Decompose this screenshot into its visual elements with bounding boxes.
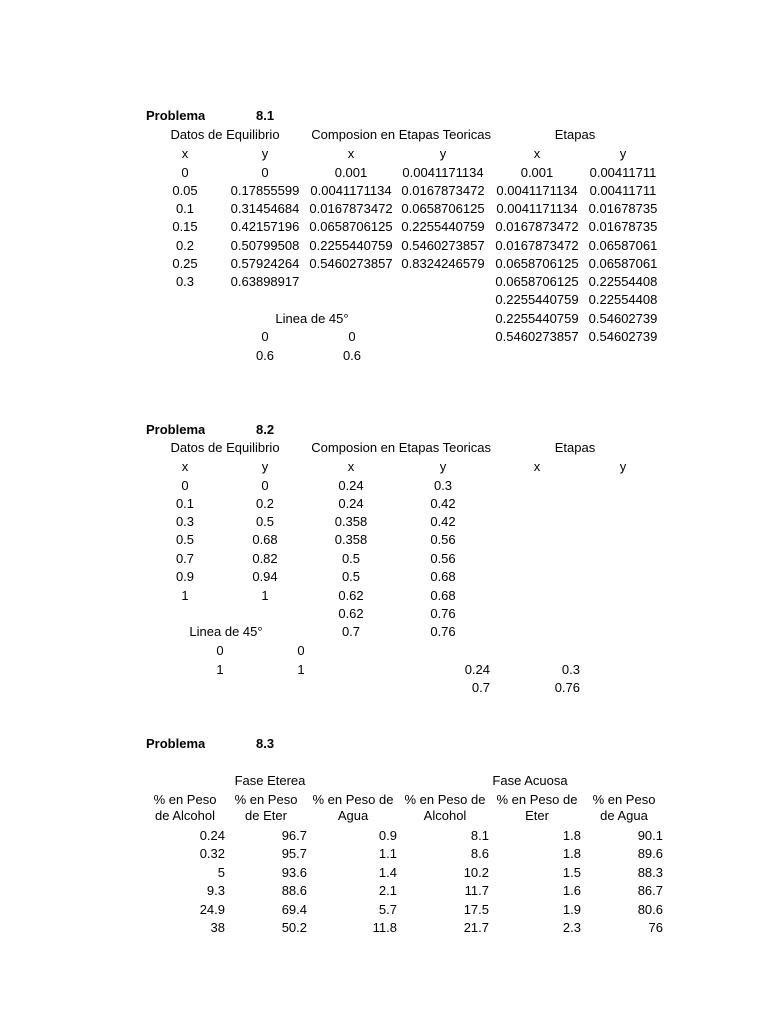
table-cell: 24.9: [199, 902, 225, 917]
comp-x-cell: 0.001: [334, 165, 368, 180]
col-header: Agua: [337, 808, 369, 823]
col-header: % en Peso: [592, 792, 656, 807]
col-header: % en Peso: [234, 792, 298, 807]
table-cell: 96.7: [281, 828, 307, 843]
comp-y-cell: 0.2255440759: [401, 219, 485, 234]
stage-y-cell: 0.00411711: [589, 183, 657, 198]
eq-y-cell: 0.17855599: [230, 183, 300, 198]
line-45-y-cell: 0.6: [342, 348, 362, 363]
comp-y-cell: 0.0041171134: [402, 165, 484, 180]
table-cell: 2.1: [378, 883, 397, 898]
line-45-x-cell: 1: [216, 662, 224, 677]
col-y-label: y: [261, 459, 269, 474]
comp-x-cell: 0.7: [341, 624, 361, 639]
col-header: Eter: [525, 808, 549, 823]
stage-y-cell: 0.06587061: [588, 256, 658, 271]
extra-x-cell: 0.24: [464, 662, 490, 677]
col-header: % en Peso de: [312, 792, 394, 807]
table-cell: 21.7: [463, 920, 489, 935]
stage-x-cell: 0.0658706125: [495, 256, 579, 271]
eq-y-cell: 0.68: [252, 532, 278, 547]
eq-y-cell: 0: [261, 478, 269, 493]
col-header: de Alcohol: [155, 808, 215, 823]
stage-x-cell: 0.0658706125: [495, 274, 579, 289]
eq-y-cell: 0.42157196: [230, 219, 300, 234]
col-x-label: x: [181, 146, 189, 161]
line-45-x-cell: 0: [216, 643, 224, 658]
extra-y-cell: 0.76: [554, 680, 580, 695]
col-header: % en Peso: [153, 792, 217, 807]
comp-y-cell: 0.42: [430, 514, 456, 529]
table-cell: 86.7: [637, 883, 663, 898]
comp-x-cell: 0.62: [338, 606, 364, 621]
eq-x-cell: 0.15: [172, 219, 198, 234]
col-x-label: x: [181, 459, 189, 474]
comp-x-cell: 0.0167873472: [309, 201, 393, 216]
stage-y-cell: 0.22554408: [588, 274, 658, 289]
comp-y-cell: 0.5460273857: [401, 238, 485, 253]
col-header: de Eter: [245, 808, 287, 823]
stages-header: Etapas: [554, 127, 596, 142]
line-45-x-cell: 0: [261, 329, 269, 344]
comp-x-cell: 0.62: [338, 588, 364, 603]
eq-x-cell: 0.7: [175, 551, 195, 566]
table-cell: 88.6: [281, 883, 307, 898]
extra-y-cell: 0.3: [561, 662, 580, 677]
table-cell: 38: [210, 920, 225, 935]
problem-label: Problema: [146, 736, 206, 751]
stage-x-cell: 0.001: [520, 165, 554, 180]
stages-header: Etapas: [554, 440, 596, 455]
comp-y-cell: 0.0167873472: [401, 183, 485, 198]
comp-x-cell: 0.0041171134: [310, 183, 392, 198]
col-header: de Agua: [600, 808, 648, 823]
table-cell: 93.6: [281, 865, 307, 880]
problem-number: 8.2: [256, 422, 275, 437]
comp-x-cell: 0.358: [334, 532, 368, 547]
col-x-label: x: [347, 459, 355, 474]
stage-y-cell: 0.22554408: [588, 292, 658, 307]
table-cell: 90.1: [637, 828, 663, 843]
line-45-y-cell: 0: [297, 643, 305, 658]
col-y-label: y: [619, 146, 627, 161]
line-45-y-cell: 0: [348, 329, 356, 344]
table-cell: 8.1: [470, 828, 489, 843]
eq-y-cell: 0.63898917: [230, 274, 300, 289]
eq-x-cell: 0.5: [175, 532, 195, 547]
table-cell: 11.7: [464, 883, 489, 898]
stage-y-cell: 0.06587061: [588, 238, 658, 253]
col-header: % en Peso de: [404, 792, 486, 807]
table-cell: 5: [217, 865, 225, 880]
stage-x-cell: 0.2255440759: [495, 311, 579, 326]
stage-x-cell: 0.5460273857: [495, 329, 579, 344]
problem-number: 8.3: [256, 736, 275, 751]
col-y-label: y: [439, 146, 447, 161]
line-45-label: Linea de 45°: [189, 624, 263, 639]
aqueous-phase-header: Fase Acuosa: [492, 773, 568, 788]
table-cell: 1.5: [562, 865, 581, 880]
stage-x-cell: 0.0041171134: [496, 183, 578, 198]
eq-x-cell: 0.2: [175, 238, 195, 253]
comp-x-cell: 0.24: [338, 478, 364, 493]
ether-phase-header: Fase Eterea: [234, 773, 306, 788]
table-cell: 0.32: [199, 846, 225, 861]
comp-x-cell: 0.5: [341, 569, 361, 584]
problem-label: Problema: [146, 422, 206, 437]
table-cell: 88.3: [637, 865, 663, 880]
problem-label: Problema: [146, 108, 206, 123]
comp-x-cell: 0.0658706125: [309, 219, 393, 234]
comp-x-cell: 0.5: [341, 551, 361, 566]
extra-x-cell: 0.7: [471, 680, 490, 695]
comp-y-cell: 0.76: [430, 624, 456, 639]
table-cell: 10.2: [463, 865, 489, 880]
eq-y-cell: 0.82: [252, 551, 278, 566]
table-cell: 1.4: [378, 865, 397, 880]
col-header: Alcohol: [423, 808, 467, 823]
col-x-label: x: [347, 146, 355, 161]
problem-number: 8.1: [256, 108, 275, 123]
table-cell: 9.3: [206, 883, 225, 898]
eq-x-cell: 0.1: [175, 201, 195, 216]
comp-x-cell: 0.24: [338, 496, 364, 511]
comp-y-cell: 0.68: [430, 569, 456, 584]
comp-y-cell: 0.0658706125: [401, 201, 485, 216]
comp-y-cell: 0.42: [430, 496, 456, 511]
equilibrium-header: Datos de Equilibrio: [170, 440, 280, 455]
table-cell: 17.5: [463, 902, 489, 917]
table-cell: 0.24: [199, 828, 225, 843]
equilibrium-header: Datos de Equilibrio: [170, 127, 280, 142]
eq-y-cell: 0.5: [255, 514, 275, 529]
table-cell: 76: [648, 920, 663, 935]
eq-y-cell: 0.94: [252, 569, 278, 584]
table-cell: 95.7: [281, 846, 307, 861]
col-y-label: y: [439, 459, 447, 474]
table-cell: 5.7: [378, 902, 397, 917]
col-y-label: y: [261, 146, 269, 161]
table-cell: 1.8: [562, 846, 581, 861]
eq-x-cell: 1: [181, 588, 189, 603]
stage-y-cell: 0.01678735: [588, 201, 658, 216]
eq-y-cell: 0: [261, 165, 269, 180]
eq-x-cell: 0.3: [175, 514, 195, 529]
line-45-label: Linea de 45°: [275, 311, 349, 326]
table-cell: 8.6: [470, 846, 489, 861]
eq-x-cell: 0: [181, 478, 189, 493]
stage-x-cell: 0.0167873472: [495, 219, 579, 234]
table-cell: 80.6: [637, 902, 663, 917]
eq-x-cell: 0.05: [172, 183, 198, 198]
line-45-x-cell: 0.6: [255, 348, 275, 363]
comp-x-cell: 0.2255440759: [309, 238, 393, 253]
composition-header: Composion en Etapas Teoricas: [311, 440, 491, 455]
comp-y-cell: 0.56: [430, 551, 456, 566]
eq-x-cell: 0.25: [172, 256, 198, 271]
table-cell: 69.4: [281, 902, 307, 917]
table-cell: 2.3: [562, 920, 581, 935]
table-cell: 0.9: [378, 828, 397, 843]
line-45-y-cell: 1: [297, 662, 305, 677]
stage-y-cell: 0.54602739: [588, 329, 658, 344]
comp-y-cell: 0.56: [430, 532, 456, 547]
eq-y-cell: 0.2: [255, 496, 275, 511]
comp-y-cell: 0.8324246579: [401, 256, 485, 271]
eq-x-cell: 0.1: [175, 496, 195, 511]
stage-x-cell: 0.0041171134: [496, 201, 578, 216]
col-x-label: x: [533, 459, 541, 474]
table-cell: 11.8: [372, 920, 397, 935]
col-y-label: y: [619, 459, 627, 474]
eq-y-cell: 1: [261, 588, 269, 603]
eq-x-cell: 0.9: [175, 569, 195, 584]
eq-y-cell: 0.57924264: [230, 256, 300, 271]
stage-x-cell: 0.2255440759: [495, 292, 579, 307]
table-cell: 1.8: [562, 828, 581, 843]
eq-y-cell: 0.50799508: [230, 238, 300, 253]
stage-y-cell: 0.01678735: [588, 219, 658, 234]
table-cell: 1.6: [562, 883, 581, 898]
table-cell: 1.1: [378, 846, 397, 861]
eq-x-cell: 0: [181, 165, 189, 180]
table-cell: 89.6: [637, 846, 663, 861]
composition-header: Composion en Etapas Teoricas: [311, 127, 491, 142]
comp-y-cell: 0.76: [430, 606, 456, 621]
col-header: % en Peso de: [496, 792, 578, 807]
stage-y-cell: 0.00411711: [589, 165, 657, 180]
table-cell: 1.9: [562, 902, 581, 917]
comp-y-cell: 0.3: [433, 478, 453, 493]
col-x-label: x: [533, 146, 541, 161]
comp-x-cell: 0.358: [334, 514, 368, 529]
comp-y-cell: 0.68: [430, 588, 456, 603]
stage-x-cell: 0.0167873472: [495, 238, 579, 253]
eq-x-cell: 0.3: [175, 274, 195, 289]
stage-y-cell: 0.54602739: [588, 311, 658, 326]
eq-y-cell: 0.31454684: [230, 201, 300, 216]
comp-x-cell: 0.5460273857: [309, 256, 393, 271]
table-cell: 50.2: [281, 920, 307, 935]
